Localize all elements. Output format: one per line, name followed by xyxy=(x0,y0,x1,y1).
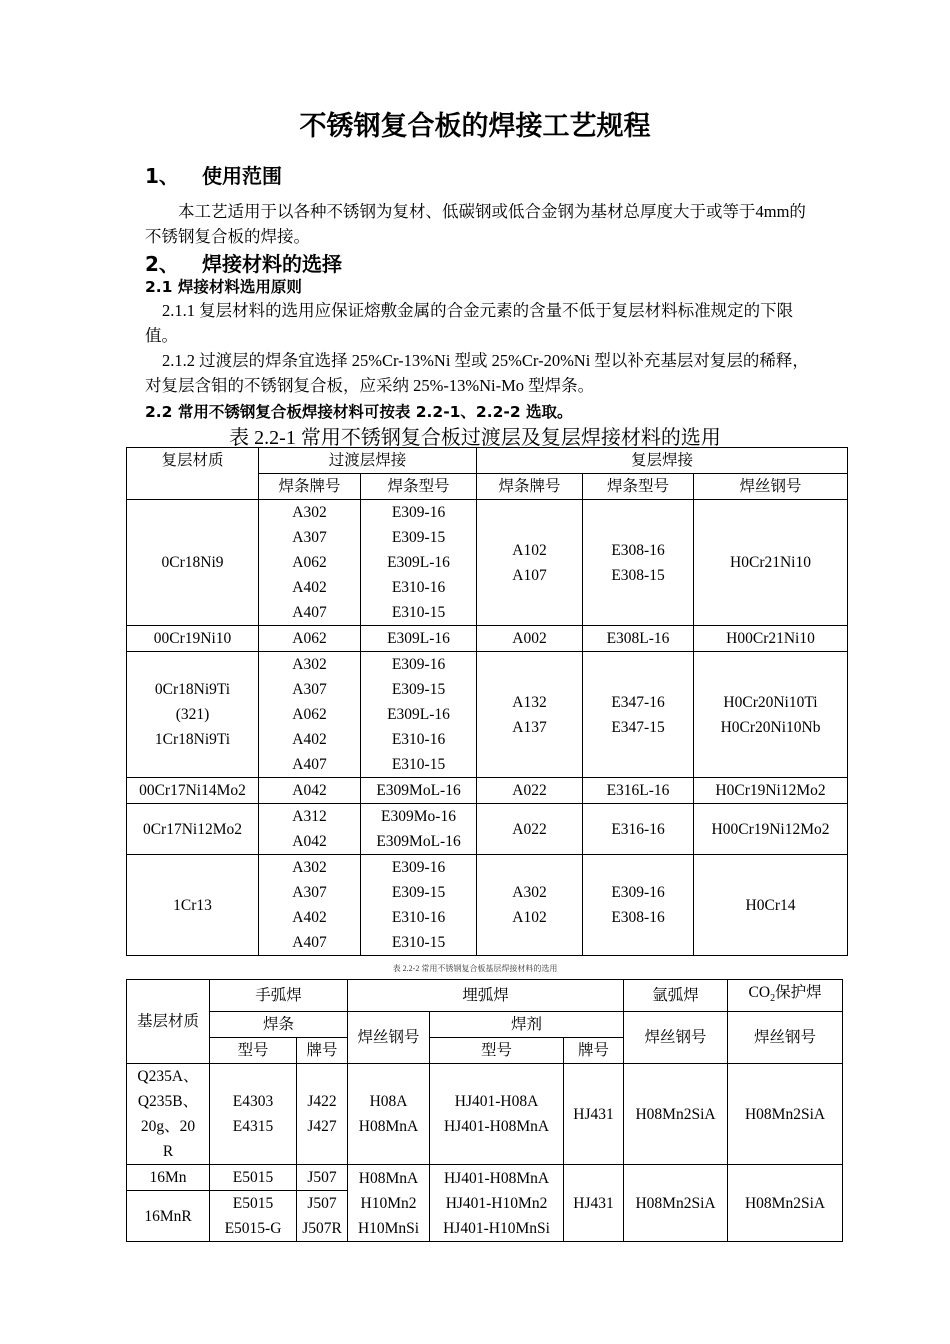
header-flux-type: 型号 xyxy=(430,1038,564,1064)
cell-co2-wire: H08Mn2SiA xyxy=(728,1064,843,1165)
table-cladding-materials xyxy=(126,447,848,956)
table-row xyxy=(127,804,848,855)
page-title: 不锈钢复合板的焊接工艺规程 xyxy=(299,111,651,142)
table-row xyxy=(127,500,848,626)
subheader: 焊丝钢号 xyxy=(694,474,848,500)
section-1-number: 1、 xyxy=(145,164,179,188)
cell-trans-type: E309Mo-16 E309MoL-16 xyxy=(361,804,477,855)
cell-material: 0Cr18Ni9 xyxy=(127,500,259,626)
header-smaw: 手弧焊 xyxy=(210,980,348,1012)
subsection-2-1-heading: 2.1 焊接材料选用原则 xyxy=(145,278,302,296)
cell-material: 16Mn xyxy=(127,1165,210,1191)
cell-material: 16MnR xyxy=(127,1191,210,1242)
cell-wire: H0Cr20Ni10Ti H0Cr20Ni10Nb xyxy=(694,652,848,778)
header-base: 基层材质 xyxy=(127,980,210,1064)
paragraph-2-1-2: 2.1.2 过渡层的焊条宜选择 25%Cr-13%Ni 型或 25%Cr-20%Ni 型以补充基层对复层的稀释，对复层含钼的不锈钢复合板，应采纳 25%-13%Ni-Mo 型焊条。 xyxy=(145,351,809,395)
table-row xyxy=(127,778,848,804)
cell-rod-brand: J507 xyxy=(297,1165,348,1191)
table-row xyxy=(127,1165,843,1191)
header-co2: $CO_2$保护焊 xyxy=(728,980,843,1012)
cell-clad-brand: A102 A107 xyxy=(477,500,583,626)
cell-wire: H08MnA H10Mn2 H10MnSi xyxy=(348,1165,430,1242)
cell-trans-type: E309L-16 xyxy=(361,626,477,652)
header-saw: 埋弧焊 xyxy=(348,980,624,1012)
cell-clad-brand: A302 A102 xyxy=(477,855,583,956)
header-rod-type: 型号 xyxy=(210,1038,297,1064)
cell-material: Q235A、 Q235B、 20g、20 R xyxy=(127,1064,210,1165)
cell-clad-type: E347-16 E347-15 xyxy=(583,652,694,778)
header-flux-brand: 牌号 xyxy=(564,1038,624,1064)
table-1-caption: 表 2.2-1 常用不锈钢复合板过渡层及复层焊接材料的选用 xyxy=(229,427,721,449)
cell-flux-type: HJ401-H08MnA HJ401-H10Mn2 HJ401-H10MnSi xyxy=(430,1165,564,1242)
cell-material: 00Cr19Ni10 xyxy=(127,626,259,652)
cell-rod-type: E5015 E5015-G xyxy=(210,1191,297,1242)
header-flux: 焊剂 xyxy=(430,1012,624,1038)
cell-trans-type: E309-16 E309-15 E310-16 E310-15 xyxy=(361,855,477,956)
subheader: 焊条牌号 xyxy=(477,474,583,500)
cell-co2-wire: H08Mn2SiA xyxy=(728,1165,843,1242)
cell-material: 0Cr17Ni12Mo2 xyxy=(127,804,259,855)
cell-trans-type: E309-16 E309-15 E309L-16 E310-16 E310-15 xyxy=(361,500,477,626)
cell-rod-type: E5015 xyxy=(210,1165,297,1191)
table-row xyxy=(127,652,848,778)
section-1-title: 使用范围 xyxy=(202,164,282,188)
cell-material: 1Cr13 xyxy=(127,855,259,956)
cell-rod-type: E4303 E4315 xyxy=(210,1064,297,1165)
cell-clad-type: E309-16 E308-16 xyxy=(583,855,694,956)
cell-trans-brand: A302 A307 A062 A402 A407 xyxy=(259,500,361,626)
paragraph-2-1-1: 2.1.1 复层材料的选用应保证熔敷金属的合金元素的含量不低于复层材料标准规定的下限值。 xyxy=(145,301,794,345)
subheader: 焊条型号 xyxy=(583,474,694,500)
subsection-2-2-heading: 2.2 常用不锈钢复合板焊接材料可按表 2.2-1、2.2-2 选取。 xyxy=(145,403,573,421)
cell-material: 0Cr18Ni9Ti (321) 1Cr18Ni9Ti xyxy=(127,652,259,778)
table-base-materials xyxy=(126,979,843,1242)
table-row xyxy=(127,855,848,956)
cell-wire: H00Cr19Ni12Mo2 xyxy=(694,804,848,855)
cell-trans-brand: A312 A042 xyxy=(259,804,361,855)
cell-clad-type: E316-16 xyxy=(583,804,694,855)
cell-clad-type: E308L-16 xyxy=(583,626,694,652)
section-2-title: 焊接材料的选择 xyxy=(202,252,342,276)
cell-trans-brand: A042 xyxy=(259,778,361,804)
table-row xyxy=(127,626,848,652)
header-base: 复层材质 xyxy=(127,448,259,500)
header-rod: 焊条 xyxy=(210,1012,348,1038)
cell-clad-type: E316L-16 xyxy=(583,778,694,804)
subheader: 焊条型号 xyxy=(361,474,477,500)
section-2-heading xyxy=(145,248,342,277)
section-2-number: 2、 xyxy=(145,252,179,276)
cell-rod-brand: J422 J427 xyxy=(297,1064,348,1165)
header-argon-wire: 焊丝钢号 xyxy=(624,1012,728,1064)
paragraph-scope: 本工艺适用于以各种不锈钢为复材、低碳钢或低合金钢为基材总厚度大于或等于4mm的不锈钢复合板的焊接。 xyxy=(145,202,806,246)
cell-clad-type: E308-16 E308-15 xyxy=(583,500,694,626)
cell-wire: H00Cr21Ni10 xyxy=(694,626,848,652)
cell-clad-brand: A002 xyxy=(477,626,583,652)
header-co2-wire: 焊丝钢号 xyxy=(728,1012,843,1064)
header-rod-brand: 牌号 xyxy=(297,1038,348,1064)
cell-trans-brand: A302 A307 A402 A407 xyxy=(259,855,361,956)
cell-clad-brand: A132 A137 xyxy=(477,652,583,778)
cell-argon-wire: H08Mn2SiA xyxy=(624,1064,728,1165)
table-2-caption: 表 2.2-2 常用不锈钢复合板基层焊接材料的选用 xyxy=(392,964,558,973)
header-argon: 氩弧焊 xyxy=(624,980,728,1012)
cell-trans-type: E309MoL-16 xyxy=(361,778,477,804)
cell-flux-brand: HJ431 xyxy=(564,1064,624,1165)
cell-material: 00Cr17Ni14Mo2 xyxy=(127,778,259,804)
table-row xyxy=(127,1064,843,1165)
subheader: 焊条牌号 xyxy=(259,474,361,500)
cell-clad-brand: A022 xyxy=(477,778,583,804)
cell-argon-wire: H08Mn2SiA xyxy=(624,1165,728,1242)
cell-trans-brand: A302 A307 A062 A402 A407 xyxy=(259,652,361,778)
section-1-heading xyxy=(145,160,282,189)
cell-clad-brand: A022 xyxy=(477,804,583,855)
header-clad: 复层焊接 xyxy=(477,448,848,474)
cell-rod-brand: J507 J507R xyxy=(297,1191,348,1242)
cell-wire: H0Cr21Ni10 xyxy=(694,500,848,626)
cell-trans-brand: A062 xyxy=(259,626,361,652)
cell-wire: H0Cr14 xyxy=(694,855,848,956)
cell-flux-brand: HJ431 xyxy=(564,1165,624,1242)
cell-wire: H08A H08MnA xyxy=(348,1064,430,1165)
cell-flux-type: HJ401-H08A HJ401-H08MnA xyxy=(430,1064,564,1165)
cell-wire: H0Cr19Ni12Mo2 xyxy=(694,778,848,804)
header-wire-saw: 焊丝钢号 xyxy=(348,1012,430,1064)
cell-trans-type: E309-16 E309-15 E309L-16 E310-16 E310-15 xyxy=(361,652,477,778)
header-transition: 过渡层焊接 xyxy=(259,448,477,474)
